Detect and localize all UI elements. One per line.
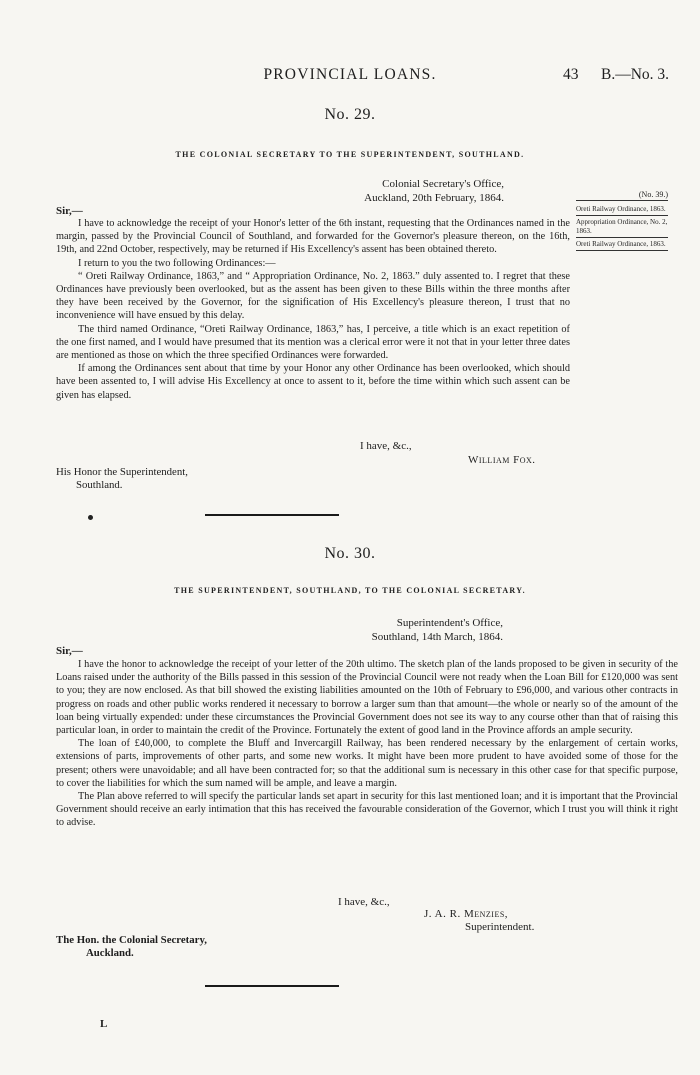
margin-note-ref: (No. 39.) xyxy=(576,190,668,201)
letter-29-dateline xyxy=(300,177,504,205)
letter-30-office: Superintendent's Office, xyxy=(396,617,503,629)
separator-rule xyxy=(205,514,339,516)
signature-mark: L xyxy=(100,1018,108,1030)
letter-29-number: No. 29. xyxy=(324,106,376,123)
letter-30-signature: J. A. R. Menzies, xyxy=(424,908,509,920)
letter-30-paragraph-3: The Plan above referred to will specify the particular lands set apart in security for this last mentioned loan; and it is important that the Provincial Government should receive an early intimation that this has received the favourable consideration of the Governor, which I trust you will think it right to advise. xyxy=(56,791,678,829)
letter-29-addressee xyxy=(56,466,188,492)
letter-30-heading: THE SUPERINTENDENT, SOUTHLAND, TO THE COLONIAL SECRETARY. xyxy=(174,586,526,595)
letter-30-addressee-line-2: Auckland. xyxy=(86,947,134,959)
letter-30-addressee xyxy=(56,934,207,960)
letter-29-body xyxy=(56,217,570,402)
letter-29-heading: THE COLONIAL SECRETARY TO THE SUPERINTENDENT, SOUTHLAND. xyxy=(175,150,525,159)
letter-29-addressee-line-2: Southland. xyxy=(76,479,123,491)
document-reference: B.—No. 3. xyxy=(601,66,670,83)
margin-note-item-3: Oreti Railway Ordinance, 1863. xyxy=(576,240,668,251)
letter-29-paragraph-1: I have to acknowledge the receipt of your Honor's letter of the 6th instant, requesting that the Ordinances named in the margin, passed by the Provincial Council of Southland, and forwarded for the Governor's pleasure thereon, on the 16th, 19th, and 22nd October, respectively, may be returned if His Excellency's assent has been obtained thereto. xyxy=(56,218,570,256)
letter-30-dateline xyxy=(300,616,503,644)
letter-29-addressee-line-1: His Honor the Superintendent, xyxy=(56,466,188,478)
letter-30-number: No. 30. xyxy=(324,545,376,562)
letter-29-closing: I have, &c., xyxy=(360,440,412,452)
letter-29-paragraph-5: If among the Ordinances sent about that time by your Honor any other Ordinance has been overlooked, which should have been assented to, I will advise His Excellency at once to assent to it, before the time within which such assent can be given has elapsed. xyxy=(56,363,570,401)
letter-30-signature-title: Superintendent. xyxy=(465,921,535,933)
letter-29-place-date: Auckland, 20th February, 1864. xyxy=(364,192,504,204)
page-running-title: PROVINCIAL LOANS. xyxy=(263,66,437,83)
letter-30-paragraph-2: The loan of £40,000, to complete the Bluff and Invercargill Railway, has been rendered necessary by the enlargement of certain works, extensions of parts, improvements of other parts, and some new works. It might have been more prudent to have avoided some of those for the present; others were unavoidable; and all have been contracted for; so that the additional sum is necessary in this other case for that specific purpose, to cover the liabilities for which the sum named will be ample, and leave a margin. xyxy=(56,738,678,789)
letter-30-addressee-line-1: The Hon. the Colonial Secretary, xyxy=(56,934,207,946)
margin-note-item-2: Appropriation Ordinance, No. 2, 1863. xyxy=(576,218,668,238)
letter-29-salutation: Sir,— xyxy=(56,205,83,217)
page-number: 43 xyxy=(563,66,579,83)
letter-30-place-date: Southland, 14th March, 1864. xyxy=(371,631,503,643)
letter-30-paragraph-1: I have the honor to acknowledge the receipt of your letter of the 20th ultimo. The sketch plan of the lands proposed to be given in security of the Loans raised under the authority of the Bills passed in this session of the Provincial Council were not ready when the Loan Bill for £120,000 was sent to you; they are now enclosed. As that bill showed the existing liabilities amounted on the 10th of February to £96,000, and various other contracts in progress on roads and other public works rendered it necessary to borrow a larger sum than that amount—the whole or nearly so of the amount of the loan being virtually expended: under these circumstances the Provincial Government does not see its way to any course other than that of raising this particular loan, in order to maintain the credit of the Province. Fortunately the extent of good land in the Province affords an ample security. xyxy=(56,659,678,737)
letter-29-office: Colonial Secretary's Office, xyxy=(382,178,504,190)
letter-30-closing: I have, &c., xyxy=(338,896,390,908)
letter-29-paragraph-4: The third named Ordinance, “Oreti Railway Ordinance, 1863,” has, I perceive, a title which is an exact repetition of the one first named, and I would have presumed that its mention was a clerical error were it not that in your letter three dates are mentioned as those on which the three specified Ordinances were forwarded. xyxy=(56,323,570,362)
letter-29-paragraph-2: I return to you the two following Ordinances:— xyxy=(78,257,276,269)
letter-29-paragraph-3: “ Oreti Railway Ordinance, 1863,” and “ Appropriation Ordinance, No. 2, 1863.” duly assented to. I regret that these Ordinances have previously been overlooked, but as the assent has been given to these Bills within the three months after they have been received by the Governor, for the signification of His Excellency's pleasure thereon, I trust that no inconvenience will have ensued by this delay. xyxy=(56,270,570,322)
margin-note-item-1: Oreti Railway Ordinance, 1863. xyxy=(576,205,668,216)
end-rule xyxy=(205,985,339,987)
letter-29-signature: William Fox. xyxy=(468,454,536,466)
letter-30-salutation: Sir,— xyxy=(56,645,83,657)
margin-note xyxy=(576,190,668,253)
ink-dot xyxy=(88,515,93,520)
letter-30-body xyxy=(56,658,678,830)
